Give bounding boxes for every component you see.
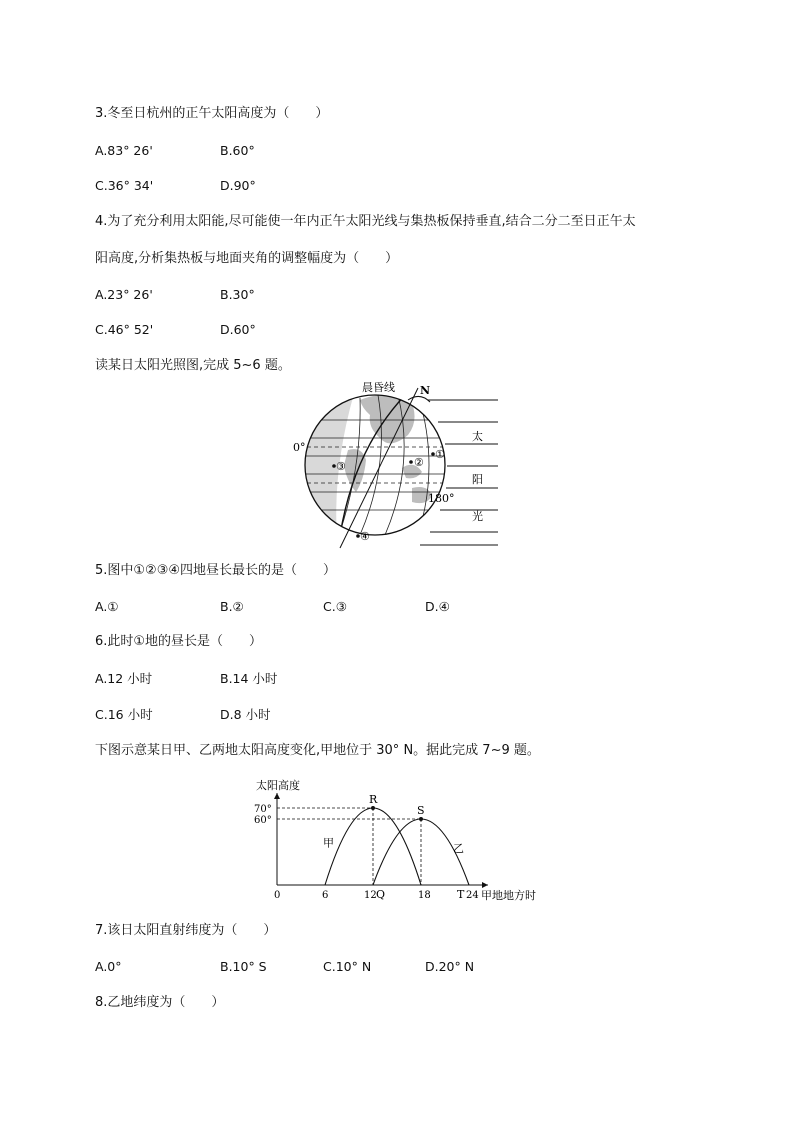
- y-tick-label: 60°: [254, 815, 272, 826]
- longitude-180-label: 180°: [428, 492, 455, 505]
- sun-char-1: 太: [472, 430, 483, 443]
- q7-stem: 7.该日太阳直射纬度为（ ）: [95, 923, 277, 938]
- q6-option-d[interactable]: D.8 小时: [220, 707, 271, 722]
- point-2-label: ②: [414, 456, 424, 469]
- q4-option-d[interactable]: D.60°: [220, 322, 256, 337]
- y-tick-label: 70°: [254, 804, 272, 815]
- q3-stem: 3.冬至日杭州的正午太阳高度为（ ）: [95, 106, 329, 121]
- chart-xlabel: 甲地地方时: [481, 889, 536, 902]
- point-label-R: R: [369, 793, 378, 806]
- q3-option-a[interactable]: A.83° 26': [95, 143, 153, 158]
- q7-option-c[interactable]: C.10° N: [323, 959, 372, 974]
- q5-option-d[interactable]: D.④: [425, 599, 450, 614]
- intro-5-6: 读某日太阳光照图,完成 5~6 题。: [95, 358, 291, 373]
- q6-option-b[interactable]: B.14 小时: [220, 671, 278, 686]
- terminator-label: 晨昏线: [362, 381, 395, 394]
- q4-option-b[interactable]: B.30°: [220, 287, 255, 302]
- x-tick-label: 6: [322, 890, 329, 901]
- q4-stem-line1: 4.为了充分利用太阳能,尽可能使一年内正午太阳光线与集热板保持垂直,结合二分二至日正午太: [95, 214, 636, 229]
- q3-option-c[interactable]: C.36° 34': [95, 178, 154, 193]
- q5-option-a[interactable]: A.①: [95, 599, 119, 614]
- series-label-1: 甲: [323, 836, 334, 850]
- q8-stem: 8.乙地纬度为（ ）: [95, 995, 225, 1010]
- q7-option-a[interactable]: A.0°: [95, 959, 122, 974]
- x-tick-label: 12: [364, 890, 377, 901]
- point-R: [371, 806, 375, 810]
- q6-option-c[interactable]: C.16 小时: [95, 707, 153, 722]
- intro-7-9: 下图示意某日甲、乙两地太阳高度变化,甲地位于 30° N。据此完成 7~9 题。: [95, 743, 540, 758]
- q5-stem: 5.图中①②③④四地昼长最长的是（ ）: [95, 563, 337, 578]
- point-label-T: T: [457, 888, 465, 901]
- point-1-label: ①: [435, 448, 445, 461]
- point-S: [419, 817, 423, 821]
- q4-option-a[interactable]: A.23° 26': [95, 287, 153, 302]
- sun-char-2: 阳: [472, 473, 483, 486]
- q6-option-a[interactable]: A.12 小时: [95, 671, 153, 686]
- point-3-label: ③: [336, 460, 346, 473]
- x-tick-label: 18: [418, 890, 431, 901]
- q5-option-c[interactable]: C.③: [323, 599, 347, 614]
- q5-option-b[interactable]: B.②: [220, 599, 244, 614]
- sun-char-3: 光: [472, 510, 483, 523]
- point-4-label: ④: [360, 530, 370, 543]
- point-label-S: S: [417, 804, 425, 817]
- north-pole-label: N: [420, 384, 431, 397]
- x-tick-label: 0: [274, 890, 281, 901]
- q7-option-d[interactable]: D.20° N: [425, 959, 475, 974]
- q3-option-d[interactable]: D.90°: [220, 178, 256, 193]
- sun-altitude-chart: [250, 775, 550, 905]
- q6-stem: 6.此时①地的昼长是（ ）: [95, 634, 263, 649]
- globe-illumination-figure: [290, 380, 505, 550]
- q4-option-c[interactable]: C.46° 52': [95, 322, 154, 337]
- q3-option-b[interactable]: B.60°: [220, 143, 255, 158]
- series-label-2: 乙: [453, 842, 464, 855]
- q7-option-b[interactable]: B.10° S: [220, 959, 267, 974]
- x-tick-label: 24: [466, 890, 479, 901]
- longitude-0-label: 0°: [293, 441, 306, 454]
- chart-ylabel: 太阳高度: [256, 779, 300, 792]
- q4-stem-line2: 阳高度,分析集热板与地面夹角的调整幅度为（ ）: [95, 251, 399, 266]
- point-label-Q: Q: [376, 888, 386, 901]
